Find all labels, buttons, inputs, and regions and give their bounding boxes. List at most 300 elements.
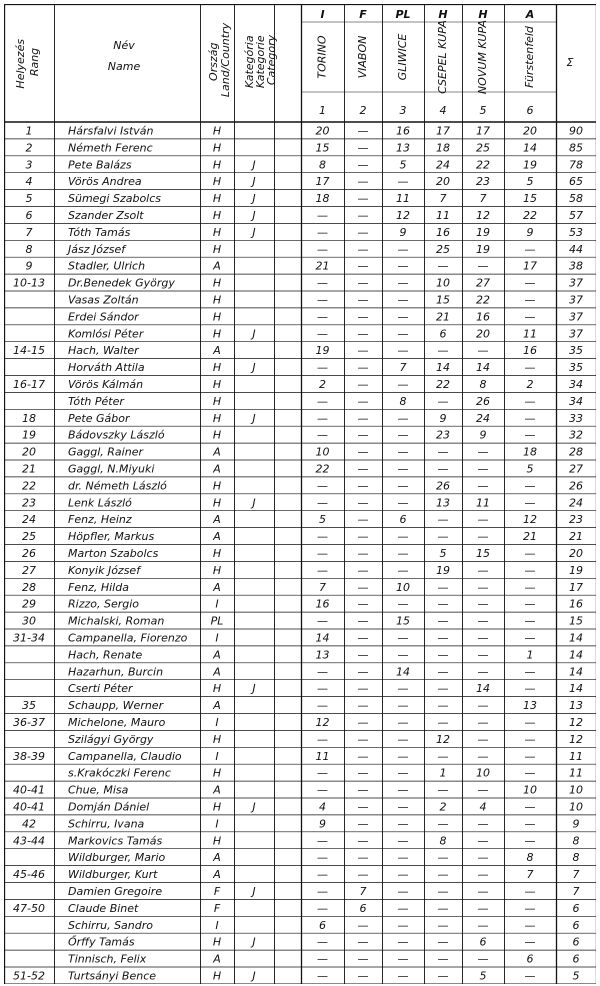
score-cell: — <box>317 411 328 425</box>
country-cell: H <box>212 732 222 746</box>
country-cell: A <box>213 868 221 882</box>
score-cell: 26 <box>476 394 490 408</box>
score-cell: — <box>317 209 328 222</box>
score-cell: — <box>397 732 409 746</box>
score-cell: — <box>397 327 409 341</box>
event-name: NOVUM KUPA <box>476 19 489 95</box>
score-cell: 9 <box>319 817 326 831</box>
table-row <box>26 158 584 171</box>
total-cell: 16 <box>569 597 583 611</box>
rank-cell: 22 <box>22 479 36 493</box>
total-cell: 34 <box>569 394 583 408</box>
score-cell: — <box>397 175 409 189</box>
standings-table <box>4 4 596 984</box>
score-cell: — <box>317 428 328 442</box>
name-cell: Fenz, Hilda <box>68 580 129 594</box>
table-row <box>22 817 580 830</box>
country-cell: A <box>213 783 221 797</box>
score-cell: — <box>477 648 489 662</box>
score-cell: — <box>477 631 489 645</box>
score-cell: 10 <box>315 445 330 459</box>
score-cell: 10 <box>523 783 537 797</box>
score-cell: — <box>397 547 409 560</box>
country-cell: H <box>212 563 222 577</box>
score-cell: — <box>437 648 449 662</box>
score-cell: 21 <box>436 310 450 324</box>
score-cell: 16 <box>436 225 450 239</box>
score-cell: 1 <box>526 648 534 662</box>
score-cell: — <box>317 276 328 290</box>
country-cell: I <box>215 597 219 611</box>
name-cell: Cserti Péter <box>68 682 133 696</box>
score-cell: 20 <box>523 124 537 138</box>
score-cell: — <box>357 394 369 408</box>
score-cell: — <box>317 530 328 544</box>
score-cell: — <box>477 834 489 848</box>
score-cell: — <box>317 479 328 493</box>
score-cell: — <box>437 513 449 527</box>
score-cell: — <box>397 428 409 442</box>
score-cell: — <box>397 851 409 865</box>
table-row <box>68 935 580 949</box>
score-cell: — <box>397 766 409 780</box>
table-row <box>68 327 583 340</box>
score-cell: 17 <box>315 175 330 189</box>
score-cell: 7 <box>319 580 326 594</box>
name-cell: Pete Gábor <box>68 411 130 425</box>
event-country-code: F <box>359 8 367 21</box>
score-cell: — <box>317 682 328 696</box>
score-cell: 11 <box>523 327 537 341</box>
total-cell: 35 <box>569 344 583 358</box>
category-cell: J <box>252 225 256 239</box>
score-cell: 14 <box>436 361 450 375</box>
score-cell: — <box>397 411 409 425</box>
score-cell: — <box>317 783 328 797</box>
name-cell: s.Krakóczki Ferenc <box>68 766 171 780</box>
score-cell: — <box>357 732 369 746</box>
country-cell: F <box>213 901 221 915</box>
score-cell: — <box>357 445 369 459</box>
score-cell: — <box>317 834 328 848</box>
rank-cell: 5 <box>25 192 33 206</box>
table-row <box>13 277 583 290</box>
score-cell: 12 <box>523 513 537 527</box>
score-cell: 16 <box>476 310 490 324</box>
country-cell: I <box>215 631 219 645</box>
table-row <box>13 902 579 915</box>
name-cell: Schirru, Sandro <box>68 918 153 932</box>
name-cell: Tóth Tamás <box>68 225 131 239</box>
score-cell: 5 <box>439 547 447 560</box>
score-cell: — <box>477 259 489 273</box>
score-cell: — <box>437 597 449 611</box>
score-cell: 9 <box>399 225 407 239</box>
table-row <box>22 699 583 712</box>
score-cell: — <box>357 310 369 324</box>
table-row <box>68 851 580 864</box>
name-cell: Jász József <box>68 242 126 256</box>
score-cell: 10 <box>476 766 490 780</box>
score-cell: — <box>317 293 328 307</box>
score-cell: 6 <box>399 513 407 527</box>
table-row <box>68 310 583 323</box>
score-cell: 22 <box>315 462 330 476</box>
country-cell: A <box>213 513 221 527</box>
country-cell: H <box>212 158 222 172</box>
score-cell: 21 <box>523 530 537 544</box>
score-cell: — <box>437 749 449 763</box>
table-row <box>22 412 583 425</box>
score-cell: — <box>317 851 328 865</box>
event-number: 5 <box>479 104 487 117</box>
score-cell: 20 <box>315 124 330 138</box>
score-cell: 27 <box>476 276 490 290</box>
score-cell: — <box>317 699 328 713</box>
header-sum: Σ <box>566 56 574 69</box>
name-cell: Bádovszky László <box>68 428 165 442</box>
rank-cell: 20 <box>22 445 36 459</box>
total-cell: 17 <box>569 580 583 594</box>
name-cell: Fenz, Heinz <box>68 513 132 527</box>
rank-cell: 43-44 <box>13 834 45 848</box>
country-cell: H <box>212 310 222 324</box>
score-cell: — <box>397 242 409 256</box>
table-row <box>68 767 583 780</box>
score-cell: 22 <box>476 158 490 172</box>
total-cell: 19 <box>569 563 583 577</box>
score-cell: — <box>357 513 369 527</box>
total-cell: 7 <box>572 885 580 898</box>
rank-cell: 31-34 <box>13 631 45 645</box>
score-cell: — <box>357 868 369 882</box>
country-cell: H <box>212 428 222 442</box>
country-cell: H <box>212 547 222 560</box>
category-cell: J <box>252 969 256 983</box>
score-cell: — <box>317 732 328 746</box>
score-cell: — <box>524 749 536 763</box>
score-cell: — <box>357 175 369 189</box>
score-cell: 14 <box>315 631 330 645</box>
header-name: Név <box>113 39 135 52</box>
header-name-en: Name <box>107 60 141 73</box>
score-cell: — <box>437 530 449 544</box>
name-cell: Dr.Benedek György <box>68 276 175 290</box>
score-cell: — <box>317 665 328 679</box>
country-cell: A <box>213 699 221 713</box>
rank-cell: 42 <box>22 817 36 831</box>
table-row <box>22 513 583 526</box>
score-cell: 5 <box>399 158 407 172</box>
country-cell: H <box>212 242 222 256</box>
score-cell: — <box>524 800 536 814</box>
total-cell: 10 <box>569 783 583 797</box>
score-cell: — <box>524 293 536 307</box>
category-cell: J <box>252 411 256 425</box>
rank-cell: 45-46 <box>13 868 45 882</box>
table-row <box>68 361 583 374</box>
score-cell: — <box>357 665 369 679</box>
category-cell: J <box>252 175 256 189</box>
country-cell: A <box>213 445 221 459</box>
name-cell: Domján Dániel <box>68 800 150 814</box>
score-cell: 15 <box>523 192 537 206</box>
score-cell: 20 <box>476 327 490 341</box>
category-cell: J <box>252 682 256 696</box>
total-cell: 33 <box>569 411 583 425</box>
score-cell: — <box>437 631 449 645</box>
total-cell: 65 <box>569 175 583 189</box>
country-cell: H <box>212 327 222 341</box>
country-cell: A <box>213 259 221 273</box>
table-row <box>68 919 580 932</box>
total-cell: 20 <box>569 547 583 560</box>
score-cell: 15 <box>396 614 410 628</box>
table-row <box>13 868 579 881</box>
score-cell: — <box>437 665 449 679</box>
score-cell: — <box>477 817 489 831</box>
score-cell: — <box>397 935 409 949</box>
score-cell: — <box>317 242 328 256</box>
score-cell: — <box>317 868 328 882</box>
table-row <box>26 243 584 256</box>
score-cell: — <box>357 682 369 696</box>
score-cell: 8 <box>479 378 487 391</box>
score-cell: — <box>397 259 409 273</box>
score-cell: 5 <box>319 513 326 527</box>
rank-cell: 51-52 <box>13 969 45 983</box>
total-cell: 7 <box>572 868 580 882</box>
score-cell: 23 <box>476 175 490 189</box>
score-cell: — <box>357 259 369 273</box>
name-cell: Konyik József <box>68 563 141 577</box>
score-cell: — <box>357 293 369 307</box>
table-row <box>68 953 580 966</box>
name-cell: Damien Gregoire <box>68 885 163 898</box>
rank-cell: 8 <box>25 242 33 256</box>
total-cell: 85 <box>569 141 583 155</box>
table-row <box>68 395 583 408</box>
name-cell: Campanella, Fiorenzo <box>68 631 188 645</box>
score-cell: — <box>524 631 536 645</box>
name-cell: Campanella, Claudio <box>68 749 182 763</box>
table-row <box>68 682 583 695</box>
table-row <box>26 192 584 205</box>
score-cell: — <box>524 935 536 949</box>
score-cell: — <box>477 851 489 865</box>
score-cell: — <box>524 394 536 408</box>
country-cell: A <box>213 851 221 865</box>
country-cell: H <box>212 800 222 814</box>
name-cell: Hach, Walter <box>68 344 139 358</box>
score-cell: 24 <box>476 411 490 425</box>
score-cell: — <box>437 344 449 358</box>
table-row <box>13 750 583 763</box>
score-cell: 15 <box>315 141 330 155</box>
table-row <box>13 834 579 847</box>
total-cell: 37 <box>569 310 583 324</box>
score-cell: — <box>317 327 328 341</box>
score-cell: — <box>397 885 409 898</box>
score-cell: — <box>317 310 328 324</box>
name-cell: Vasas Zoltán <box>68 293 139 307</box>
score-cell: — <box>357 918 369 932</box>
score-cell: — <box>317 935 328 949</box>
score-cell: — <box>477 445 489 459</box>
rank-cell: 16-17 <box>13 378 45 391</box>
score-cell: — <box>317 766 328 780</box>
name-cell: Vörös Kálmán <box>68 378 144 391</box>
score-cell: — <box>524 732 536 746</box>
name-cell: Horváth Attila <box>68 361 145 375</box>
name-cell: Höpfler, Markus <box>68 530 155 544</box>
name-cell: Schirru, Ivana <box>68 817 145 831</box>
score-cell: 9 <box>439 411 447 425</box>
score-cell: 8 <box>526 851 534 865</box>
event-country-code: H <box>438 8 448 21</box>
table-row <box>22 496 583 509</box>
score-cell: — <box>357 124 369 138</box>
table-row <box>22 581 583 594</box>
score-cell: — <box>317 225 328 239</box>
score-cell: — <box>357 141 369 155</box>
score-cell: 6 <box>526 952 534 966</box>
score-cell: — <box>357 834 369 848</box>
score-cell: 15 <box>476 547 490 560</box>
country-cell: F <box>213 885 221 898</box>
score-cell: 22 <box>476 293 490 307</box>
score-cell: — <box>317 394 328 408</box>
score-cell: 25 <box>436 242 450 256</box>
score-cell: — <box>437 901 449 915</box>
score-cell: 19 <box>315 344 330 358</box>
total-cell: 37 <box>569 276 583 290</box>
event-country-code: I <box>320 8 325 21</box>
total-cell: 53 <box>569 225 583 239</box>
score-cell: — <box>397 631 409 645</box>
score-cell: — <box>317 361 328 375</box>
table-row <box>68 665 583 678</box>
category-cell: J <box>252 496 256 510</box>
event-name: VIABON <box>356 35 369 79</box>
table-body <box>13 125 583 985</box>
name-cell: Wildburger, Kurt <box>68 868 158 882</box>
score-cell: — <box>357 496 369 510</box>
name-cell: Németh Ferenc <box>68 141 153 155</box>
country-cell: H <box>212 834 222 848</box>
name-cell: Vörös Andrea <box>68 175 142 189</box>
name-cell: dr. Németh László <box>68 479 167 493</box>
score-cell: 6 <box>479 935 487 949</box>
rank-cell: 6 <box>25 209 33 222</box>
name-cell: Szilágyi György <box>68 732 154 746</box>
score-cell: — <box>437 394 449 408</box>
score-cell: — <box>477 918 489 932</box>
score-cell: 12 <box>315 716 330 729</box>
rank-cell: 26 <box>22 547 36 560</box>
score-cell: — <box>357 547 369 560</box>
score-cell: 15 <box>436 293 450 307</box>
total-cell: 58 <box>569 192 583 206</box>
name-cell: Szander Zsolt <box>68 209 144 222</box>
score-cell: 22 <box>523 209 537 222</box>
score-cell: — <box>357 327 369 341</box>
name-cell: Stadler, Ulrich <box>68 259 146 273</box>
score-cell: — <box>524 411 536 425</box>
header-category: Kategória Kategorie Category <box>243 34 278 89</box>
score-cell: — <box>397 749 409 763</box>
score-cell: 2 <box>319 378 326 391</box>
score-cell: 11 <box>436 209 450 222</box>
score-cell: — <box>357 699 369 713</box>
total-cell: 44 <box>569 242 583 256</box>
table-row <box>68 294 583 307</box>
score-cell: — <box>437 699 449 713</box>
total-cell: 57 <box>569 209 583 222</box>
score-cell: — <box>357 411 369 425</box>
rank-cell: 47-50 <box>13 901 45 915</box>
score-cell: — <box>397 969 409 983</box>
score-cell: 25 <box>476 141 490 155</box>
score-cell: — <box>437 969 449 983</box>
score-cell: 10 <box>396 580 410 594</box>
event-number: 6 <box>526 104 534 117</box>
score-cell: — <box>397 530 409 544</box>
score-cell: — <box>437 259 449 273</box>
country-cell: A <box>213 344 221 358</box>
total-cell: 78 <box>569 158 583 172</box>
name-cell: Gaggl, Rainer <box>68 445 143 459</box>
score-cell: 19 <box>476 242 490 256</box>
total-cell: 6 <box>572 952 580 966</box>
category-cell: J <box>252 800 256 814</box>
score-cell: 18 <box>523 445 537 459</box>
score-cell: 16 <box>523 344 537 358</box>
score-cell: — <box>477 530 489 544</box>
score-cell: — <box>524 614 536 628</box>
score-cell: 14 <box>523 141 537 155</box>
score-cell: — <box>524 834 536 848</box>
total-cell: 6 <box>572 918 580 932</box>
total-cell: 27 <box>569 462 583 476</box>
score-cell: 4 <box>479 800 487 814</box>
score-cell: — <box>397 901 409 915</box>
rank-cell: 1 <box>25 124 33 138</box>
score-cell: 17 <box>523 259 537 273</box>
event-number: 3 <box>399 104 407 117</box>
country-cell: H <box>212 225 222 239</box>
name-cell: Rizzo, Sergio <box>68 597 140 611</box>
rank-cell: 27 <box>22 563 36 577</box>
score-cell: — <box>524 310 536 324</box>
score-cell: 8 <box>319 158 326 172</box>
score-cell: — <box>437 885 449 898</box>
score-cell: — <box>357 209 369 222</box>
name-cell: Pete Balázs <box>68 158 132 172</box>
country-cell: H <box>212 209 222 222</box>
score-cell: — <box>477 885 489 898</box>
country-cell: I <box>215 817 219 831</box>
score-cell: 6 <box>359 901 367 915</box>
score-cell: — <box>437 716 449 729</box>
score-cell: 7 <box>526 868 534 882</box>
score-cell: — <box>397 293 409 307</box>
header-rank: Helyezés Rang <box>14 38 41 89</box>
score-cell: — <box>357 716 369 729</box>
country-cell: H <box>212 192 222 206</box>
table-row <box>13 970 579 983</box>
score-cell: 7 <box>439 192 447 206</box>
